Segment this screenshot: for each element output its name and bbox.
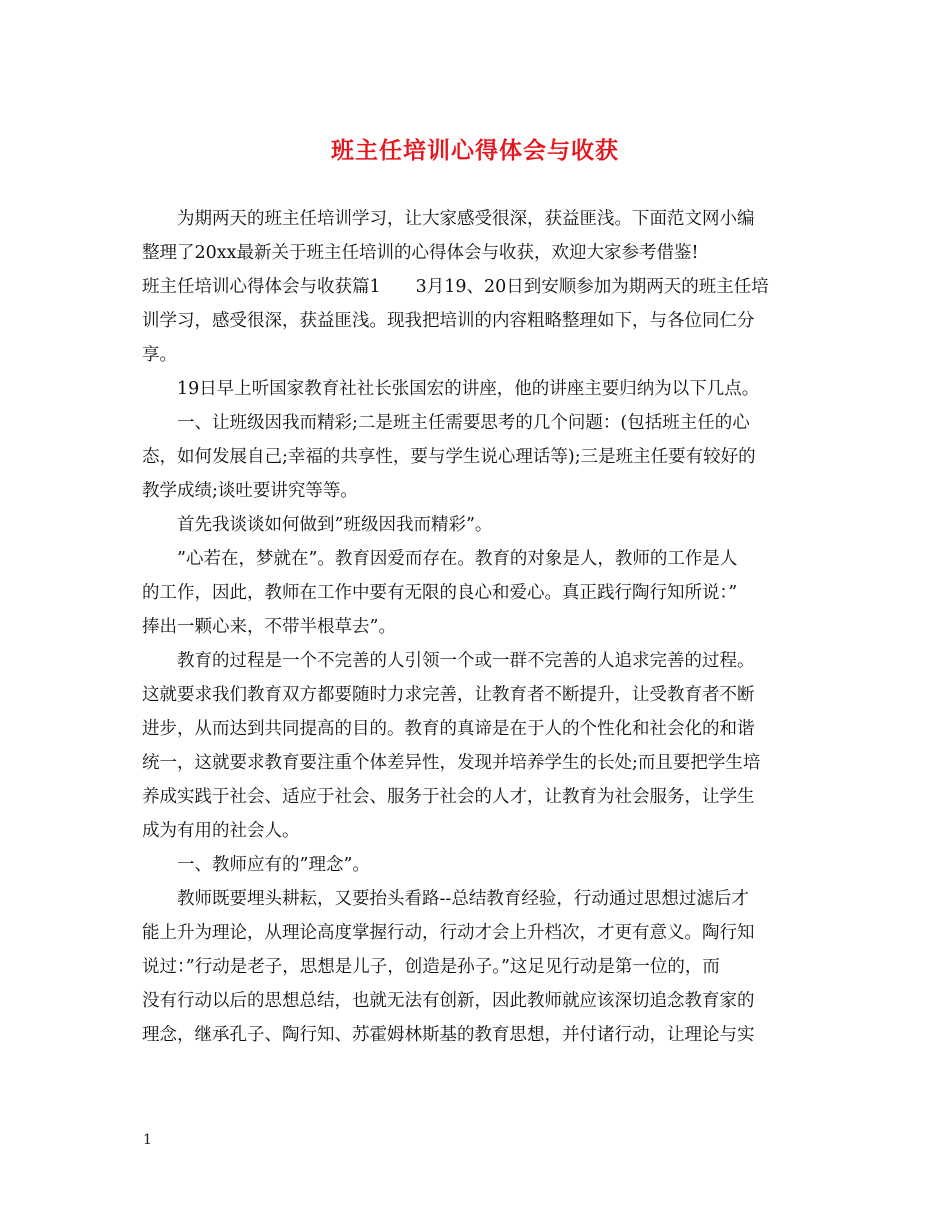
document-title: 班主任培训心得体会与收获	[331, 138, 619, 164]
document-body	[142, 202, 812, 1052]
text-line: 教师既要埋头耕耘，又要抬头看路--总结教育经验，行动通过思想过滤后才	[177, 889, 749, 909]
text-line: 说过：”行动是老子，思想是儿子，创造是孙子。”这足见行动是第一位的，而	[142, 957, 720, 977]
text-line: 享。	[142, 345, 177, 365]
text-line: ”心若在，梦就在”。教育因爱而存在。教育的对象是人，教师的工作是人	[177, 549, 738, 569]
text-line: 理念，继承孔子、陶行知、苏霍姆林斯基的教育思想，并付诸行动，让理论与实	[142, 1025, 755, 1045]
text-line: 一、教师应有的”理念”。	[177, 855, 370, 875]
text-line: 这就要求我们教育双方都要随时力求完善，让教育者不断提升，让受教育者不断	[142, 685, 755, 705]
text-line: 班主任培训心得体会与收获篇1 3月19、20日到安顺参加为期两天的班主任培	[142, 277, 769, 297]
text-line: 教学成绩;谈吐要讲究等等。	[142, 481, 358, 501]
text-line: 态，如何发展自己;幸福的共享性，要与学生说心理话等);三是班主任要有较好的	[142, 447, 756, 467]
text-line: 进步，从而达到共同提高的目的。教育的真谛是在于人的个性化和社会化的和谐	[142, 719, 755, 739]
text-line: 没有行动以后的思想总结，也就无法有创新，因此教师就应该深切追念教育家的	[142, 991, 755, 1011]
text-line: 19日早上听国家教育社社长张国宏的讲座，他的讲座主要归纳为以下几点。	[177, 379, 760, 399]
text-line: 为期两天的班主任培训学习，让大家感受很深，获益匪浅。下面范文网小编	[177, 209, 755, 229]
text-line: 训学习，感受很深，获益匪浅。现我把培训的内容粗略整理如下，与各位同仁分	[142, 311, 755, 331]
text-line: 首先我谈谈如何做到”班级因我而精彩”。	[177, 515, 493, 535]
text-line: 一、让班级因我而精彩;二是班主任需要思考的几个问题：(包括班主任的心	[177, 413, 750, 433]
page-number: 1	[143, 1132, 152, 1148]
text-line: 成为有用的社会人。	[142, 821, 300, 841]
text-line: 能上升为理论，从理论高度掌握行动，行动才会上升档次，才更有意义。陶行知	[142, 923, 755, 943]
text-line: 的工作，因此，教师在工作中要有无限的良心和爱心。真正践行陶行知所说：”	[142, 583, 738, 603]
text-line: 捧出一颗心来，不带半根草去”。	[142, 617, 396, 637]
text-line: 整理了20xx最新关于班主任培训的心得体会与收获，欢迎大家参考借鉴!	[142, 243, 699, 263]
text-line: 教育的过程是一个不完善的人引领一个或一群不完善的人追求完善的过程。	[177, 651, 755, 671]
text-line: 养成实践于社会、适应于社会、服务于社会的人才，让教育为社会服务，让学生	[142, 787, 755, 807]
text-line: 统一，这就要求教育要注重个体差异性，发现并培养学生的长处;而且要把学生培	[142, 753, 761, 773]
